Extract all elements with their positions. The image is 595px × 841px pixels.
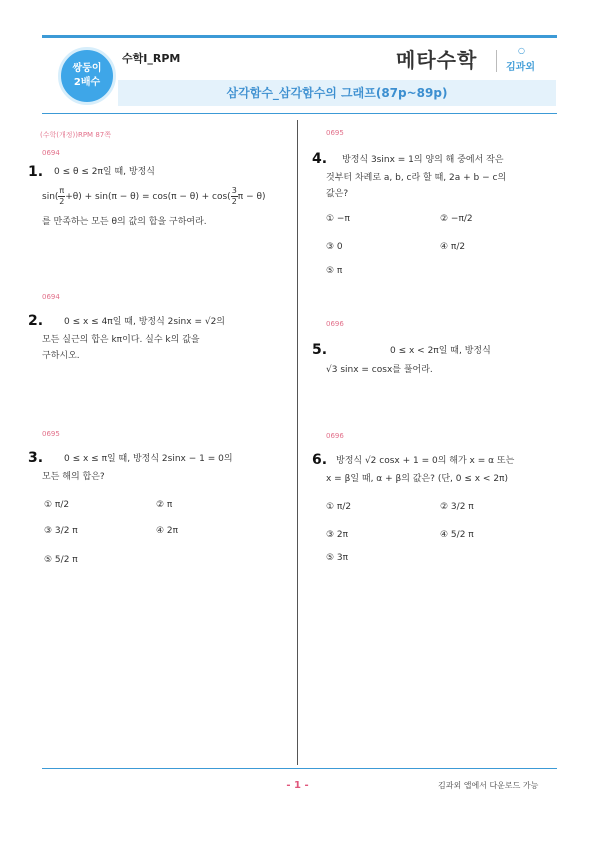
- question-3-text-cont: [42, 469, 292, 485]
- question-number: 6.: [312, 452, 328, 468]
- question-line: 모든 해의 합은?: [42, 472, 105, 482]
- question-line: 값은?: [326, 189, 349, 199]
- choice-2[interactable]: ② 3/2 π: [440, 502, 474, 512]
- header-top-rule: [42, 35, 557, 38]
- choice-1[interactable]: ① π/2: [44, 500, 70, 510]
- page-title: 삼각함수_삼각함수의 그래프(87p~89p): [226, 86, 448, 100]
- question-line: 구하시오.: [42, 351, 80, 361]
- question-line: 0 ≤ x < 2π일 때, 방정식: [390, 346, 491, 356]
- fraction: $\frac{\pi}{2}$: [59, 186, 65, 206]
- footer-rule: [42, 768, 557, 769]
- question-code: 0695: [326, 129, 344, 137]
- question-line: x = β일 때, α + β의 값은? (단, 0 ≤ x < 2π): [326, 474, 508, 484]
- question-code: 0694: [42, 293, 60, 301]
- question-6-text: [336, 453, 558, 469]
- question-code: 0696: [326, 432, 344, 440]
- subject-label: 수학Ⅰ_RPM: [122, 52, 181, 65]
- question-line: 를 만족하는 모든 θ의 값의 합을 구하여라.: [42, 217, 207, 227]
- question-number: 2.: [28, 313, 44, 329]
- brand-logo-secondary: 김과외: [506, 62, 535, 73]
- question-4-text: [342, 152, 557, 168]
- choice-1[interactable]: ① π/2: [326, 502, 352, 512]
- question-code: 0695: [42, 430, 60, 438]
- question-5-text: [390, 343, 560, 359]
- question-3-text: [64, 451, 294, 467]
- fraction: $\frac{3}{2}$: [231, 186, 237, 206]
- question-1-equation: sin( $\frac{\pi}{2}$ +θ) + sin(π − θ) = cos(π − θ) + cos( $\frac{3}{2}$ π − θ): [42, 186, 266, 206]
- question-number: 3.: [28, 450, 44, 466]
- choice-3[interactable]: ③ 0: [326, 242, 343, 252]
- question-line: 0 ≤ θ ≤ 2π일 때, 방정식: [54, 167, 155, 177]
- question-2-text-cont: [42, 332, 292, 364]
- choice-4[interactable]: ④ 2π: [156, 526, 179, 536]
- question-line: 모든 실근의 합은 kπ이다. 실수 k의 값을: [42, 335, 200, 345]
- choice-2[interactable]: ② −π/2: [440, 214, 473, 224]
- choice-4[interactable]: ④ 5/2 π: [440, 530, 474, 540]
- question-4-text-cont: [326, 170, 558, 202]
- question-1-text-end: [42, 214, 292, 230]
- choice-5[interactable]: ⑤ 3π: [326, 553, 349, 563]
- question-2-text: [64, 314, 294, 330]
- twin-badge: [58, 47, 116, 105]
- question-line: 것부터 차례로 a, b, c라 할 때, 2a + b − c의: [326, 173, 507, 183]
- question-line: √3 sinx = cosx를 풀어라.: [326, 365, 433, 375]
- choice-3[interactable]: ③ 2π: [326, 530, 349, 540]
- source-label: (수학(개정))RPM 87쪽: [40, 131, 111, 139]
- question-line: 0 ≤ x ≤ π일 때, 방정식 2sinx − 1 = 0의: [64, 454, 233, 464]
- footer-note: 김과외 앱에서 다운로드 가능: [438, 781, 539, 790]
- question-code: 0694: [42, 149, 60, 157]
- question-code: 0696: [326, 320, 344, 328]
- header-bottom-rule: [42, 113, 557, 114]
- question-6-text-cont: [326, 471, 558, 487]
- page-number: - 1 -: [286, 780, 309, 791]
- brand-person-icon: ○: [518, 46, 525, 55]
- choice-4[interactable]: ④ π/2: [440, 242, 466, 252]
- badge-line2: 2배수: [73, 77, 101, 88]
- brand-separator: [496, 50, 497, 72]
- choice-5[interactable]: ⑤ π: [326, 266, 343, 276]
- column-divider: [297, 120, 298, 765]
- question-line: 방정식 √2 cosx + 1 = 0의 해가 x = α 또는: [336, 456, 515, 466]
- brand-logo: 메타수학: [396, 48, 478, 72]
- question-5-text-cont: [326, 362, 558, 378]
- question-line: 0 ≤ x ≤ 4π일 때, 방정식 2sinx = √2의: [64, 317, 225, 327]
- choice-3[interactable]: ③ 3/2 π: [44, 526, 78, 536]
- question-1-text: [54, 164, 284, 180]
- choice-2[interactable]: ② π: [156, 500, 173, 510]
- question-number: 5.: [312, 342, 328, 358]
- question-number: 4.: [312, 151, 328, 167]
- choice-1[interactable]: ① −π: [326, 214, 350, 224]
- choice-5[interactable]: ⑤ 5/2 π: [44, 555, 78, 565]
- badge-line1: 쌍둥이: [72, 63, 102, 74]
- question-line: 방정식 3sinx = 1의 양의 해 중에서 작은: [342, 155, 504, 165]
- question-number: 1.: [28, 164, 44, 180]
